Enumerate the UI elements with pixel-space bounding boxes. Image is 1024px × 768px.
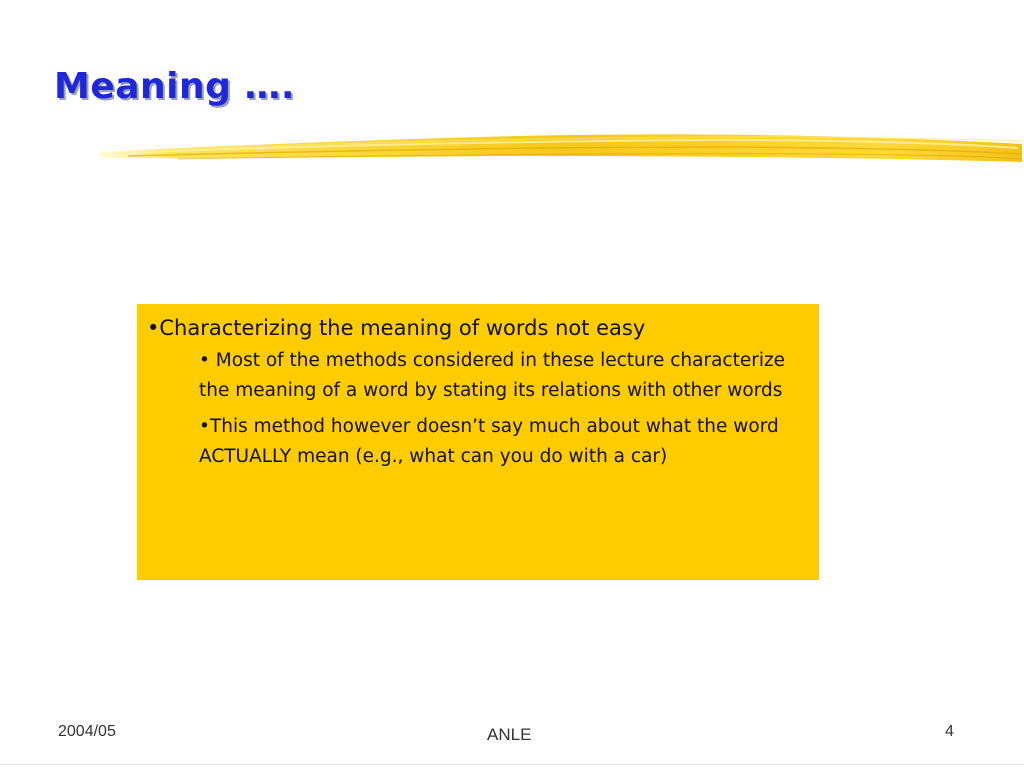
title-underline-brush-stroke [98,126,1024,170]
footer-date: 2004/05 [58,723,116,740]
bottom-divider [0,764,1024,765]
content-box [137,304,819,580]
footer-course: ANLE [487,725,532,744]
slide-title: Meaning …. [54,66,296,107]
sub-bullet-1: • Most of the methods considered in these lecture characterize the meaning of a word by stating its relations with other words [199,350,786,401]
bullet-main: •Characterizing the meaning of words not easy [147,316,646,340]
footer-page-number: 4 [945,723,954,740]
sub-bullet-2: •This method however doesn’t say much about what the word ACTUALLY mean (e.g., what can you do with a car) [199,416,779,467]
